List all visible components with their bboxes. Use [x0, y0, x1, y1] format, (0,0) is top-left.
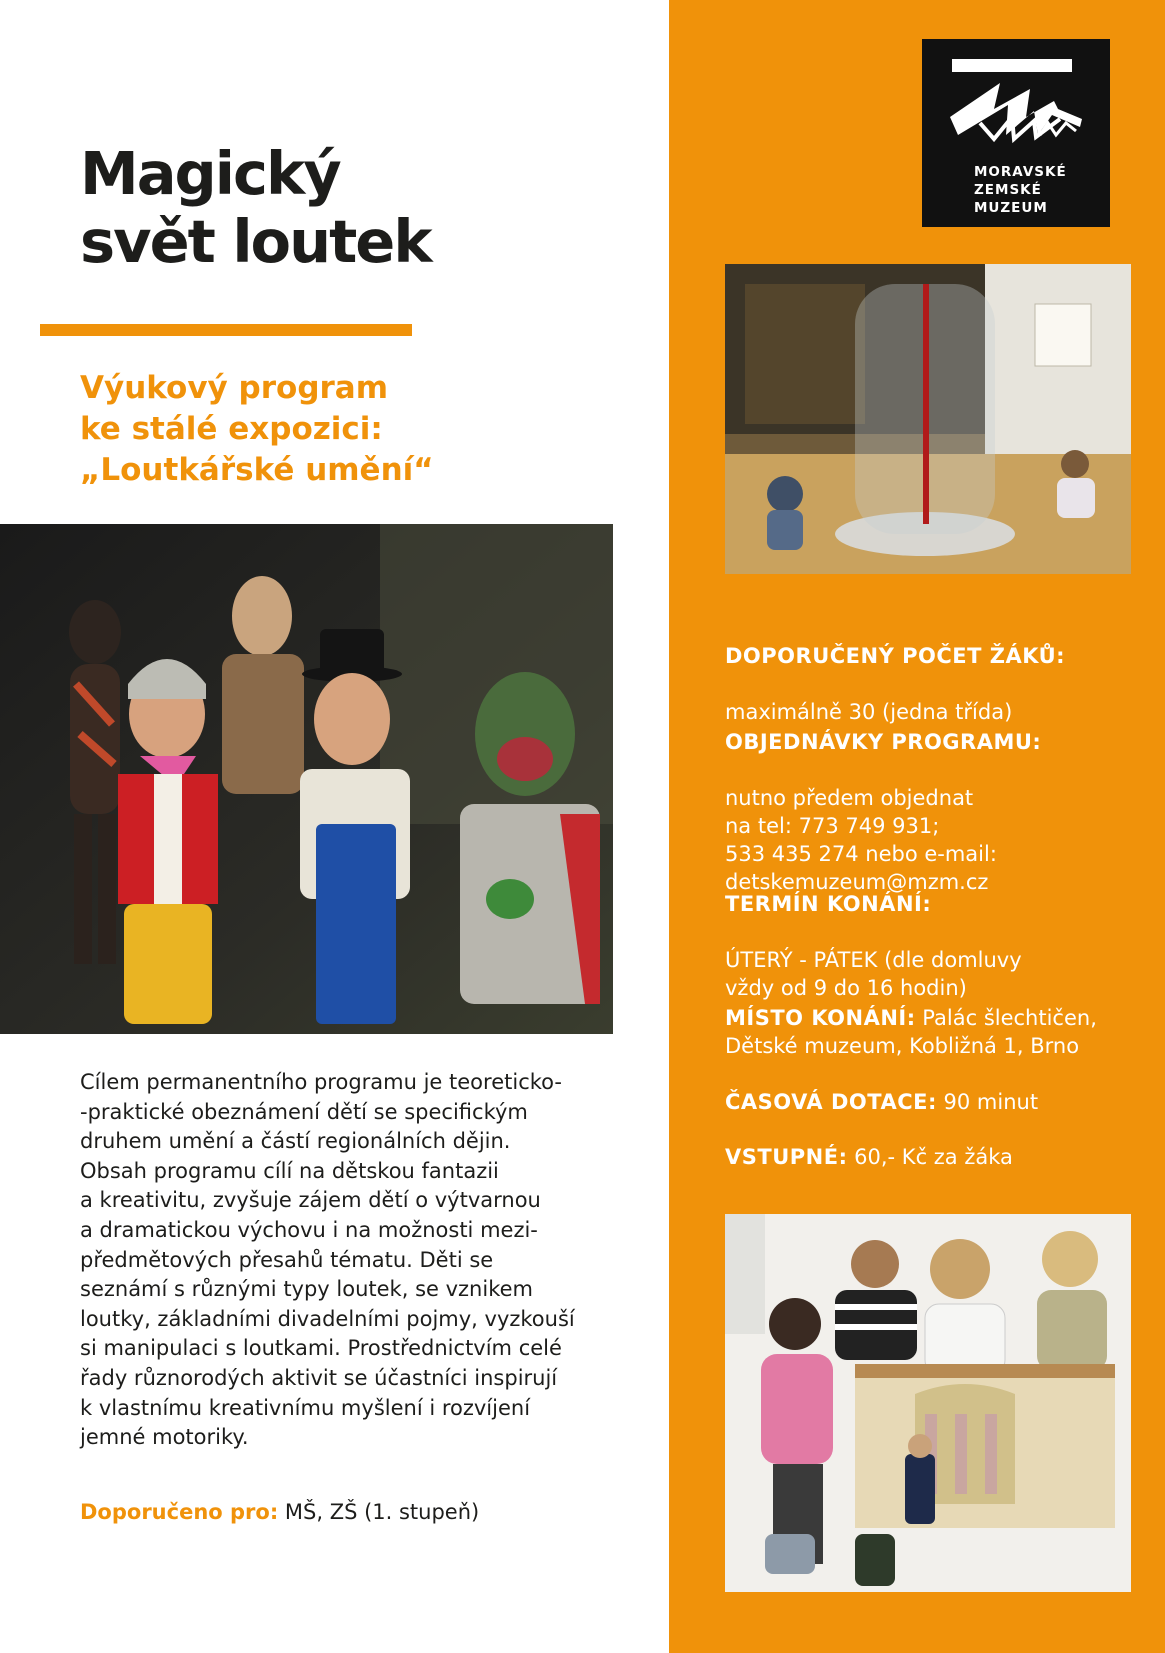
orders-label: OBJEDNÁVKY PROGRAMU: — [725, 730, 1042, 754]
title-line-2: svět loutek — [80, 207, 431, 276]
place-value: Palác šlechtičen, Dětské muzeum, Kobližná 1, Brno — [725, 1006, 1097, 1058]
student-count-value: maximálně 30 (jedna třída) — [725, 700, 1013, 724]
fee-value: 60,- Kč za žáka — [847, 1145, 1013, 1169]
info-fee — [725, 1115, 1145, 1171]
title-line-1: Magický — [80, 139, 340, 208]
subtitle-line-3: „Loutkářské umění“ — [80, 452, 434, 488]
exhibition-photo — [725, 264, 1131, 574]
place-label: MÍSTO KONÁNÍ: — [725, 1006, 916, 1030]
recommended-value: MŠ, ZŠ (1. stupeň) — [278, 1500, 480, 1524]
exhibition-image — [725, 264, 1131, 574]
info-place — [725, 976, 1145, 1060]
puppets-image — [0, 524, 613, 1034]
student-count-label: DOPORUČENÝ POČET ŽÁKŮ: — [725, 644, 1066, 668]
recommended-label: Doporučeno pro: — [80, 1500, 279, 1524]
logo-text — [974, 163, 1067, 217]
museum-logo — [922, 39, 1110, 227]
subtitle-line-1: Výukový program — [80, 370, 389, 406]
fee-label: VSTUPNÉ: — [725, 1145, 848, 1169]
title-underline — [40, 324, 412, 336]
program-description: Cílem permanentního programu je teoreticko- -praktické obeznámení dětí se specifickým druhem umění a částí regionálních dějin. Obsah programu cílí na dětskou fantazii a kreativitu, zvyšuje zájem dětí o výtvarnou a dramatickou výchovu i na možnosti mezi- předmětových přesahů tématu. Děti se seznámí s různými typy loutek, se vznikem loutky, základními divadelními pojmy, vyzkouší si manipulaci s loutkami. Prostřednictvím celé řady různorodých aktivit se účastníci inspirují k vlastnímu kreativnímu myšlení i rozvíjení jemné motoriky. — [80, 1070, 575, 1450]
logo-line-3: MUZEUM — [974, 200, 1048, 216]
children-photo — [725, 1214, 1131, 1592]
subtitle-line-2: ke stálé expozici: — [80, 411, 383, 447]
recommended-for — [80, 1498, 479, 1527]
info-duration — [725, 1060, 1145, 1116]
page-title — [80, 140, 431, 276]
children-image — [725, 1214, 1131, 1592]
duration-label: ČASOVÁ DOTACE: — [725, 1090, 937, 1114]
term-label: TERMÍN KONÁNÍ: — [725, 892, 932, 916]
page-subtitle — [80, 368, 434, 491]
duration-value: 90 minut — [936, 1090, 1039, 1114]
logo-line-1: MORAVSKÉ — [974, 164, 1067, 180]
puppets-photo — [0, 524, 613, 1034]
logo-line-2: ZEMSKÉ — [974, 182, 1042, 198]
orders-value: nutno předem objednat na tel: 773 749 931; 533 435 274 nebo e-mail: detskemuzeum@mzm.cz — [725, 786, 997, 894]
term-value: ÚTERÝ - PÁTEK (dle domluvy vždy od 9 do 16 hodin) — [725, 948, 1022, 1000]
